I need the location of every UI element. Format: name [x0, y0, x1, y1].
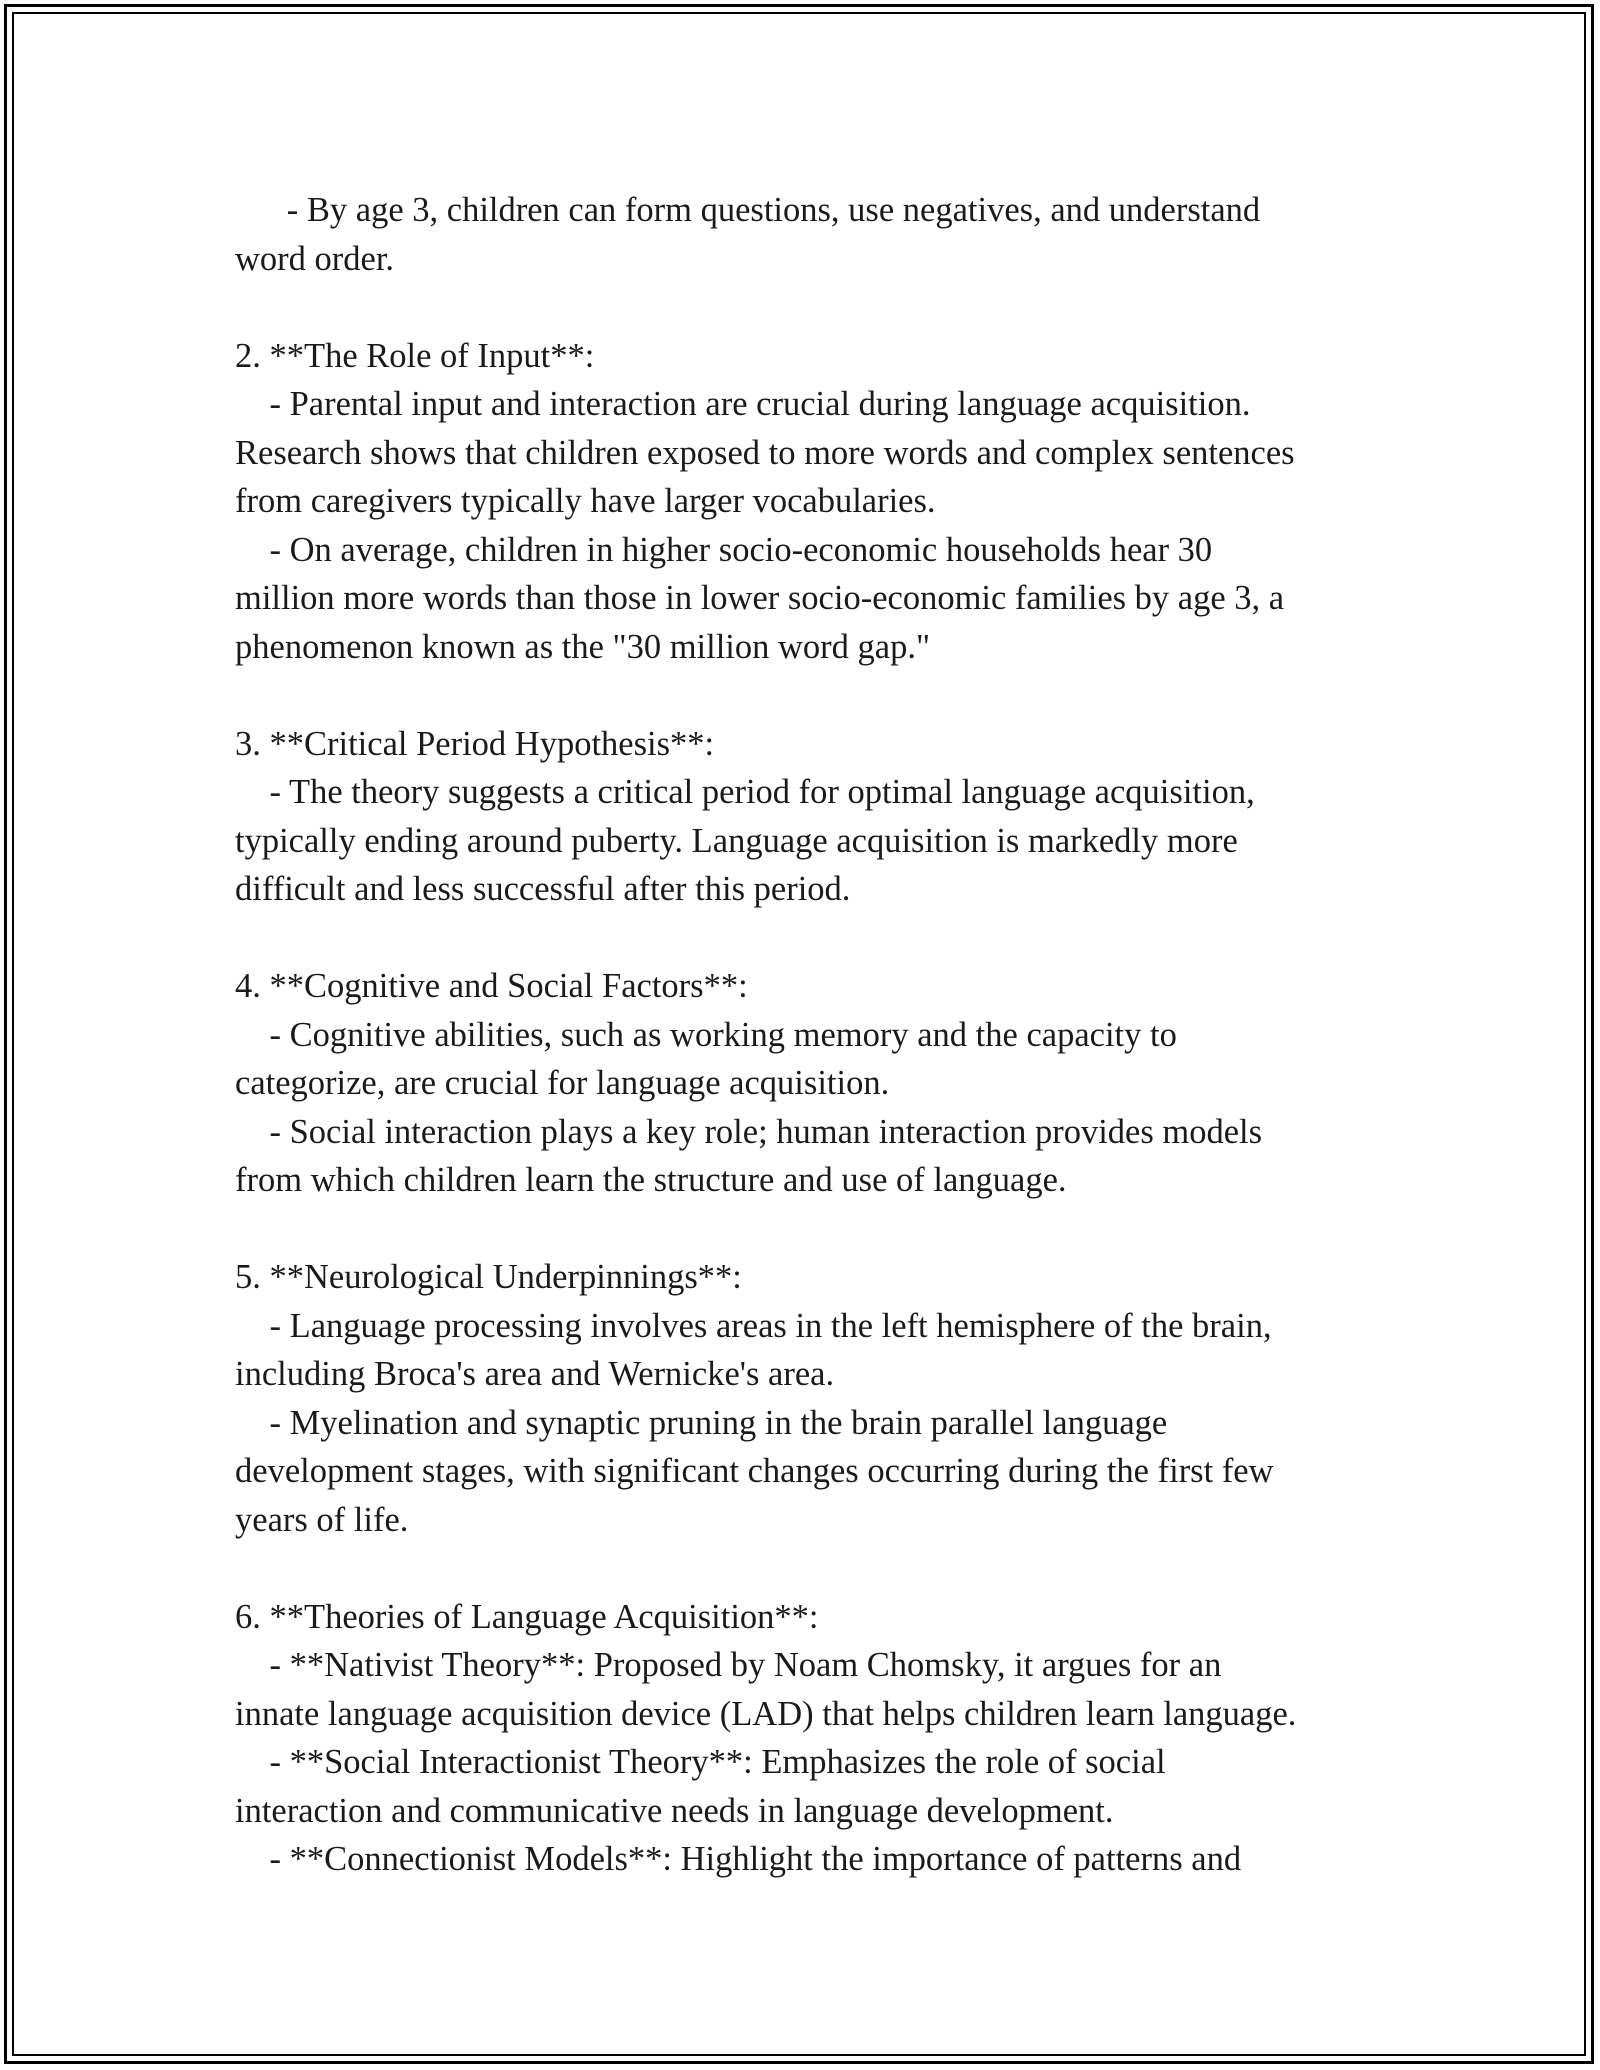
document-body: [235, 186, 1385, 1884]
blank-line: [235, 671, 1385, 720]
text-line: from which children learn the structure and use of language.: [235, 1161, 1067, 1199]
section-heading: 3. **Critical Period Hypothesis**:: [235, 724, 715, 763]
text-line: - **Social Interactionist Theory**: Emphasizes the role of social: [235, 1743, 1166, 1781]
text-line: million more words than those in lower socio-economic families by age 3, a: [235, 579, 1285, 617]
blank-line: [235, 914, 1385, 963]
text-line: - The theory suggests a critical period for optimal language acquisition,: [235, 773, 1255, 811]
text-line: categorize, are crucial for language acquisition.: [235, 1064, 890, 1102]
section-heading: 2. **The Role of Input**:: [235, 336, 595, 375]
blank-line: [235, 283, 1385, 332]
text-line: innate language acquisition device (LAD) that helps children learn language.: [235, 1694, 1297, 1733]
text-line: development stages, with significant changes occurring during the first few: [235, 1452, 1274, 1490]
blank-line: [235, 1205, 1385, 1254]
text-line: - Myelination and synaptic pruning in the brain parallel language: [235, 1403, 1168, 1442]
text-line: - **Connectionist Models**: Highlight the importance of patterns and: [235, 1840, 1242, 1878]
text-line: - Language processing involves areas in the left hemisphere of the brain,: [235, 1306, 1272, 1345]
text-line: - Cognitive abilities, such as working memory and the capacity to: [235, 1015, 1177, 1054]
text-line: - By age 3, children can form questions, use negatives, and understand: [235, 191, 1261, 229]
text-line: including Broca's area and Wernicke's area.: [235, 1355, 835, 1393]
text-line: - Parental input and interaction are crucial during language acquisition.: [235, 385, 1251, 423]
text-line: from caregivers typically have larger vocabularies.: [235, 482, 936, 520]
section-heading: 4. **Cognitive and Social Factors**:: [235, 967, 748, 1005]
text-line: phenomenon known as the "30 million word gap.": [235, 627, 931, 666]
blank-line: [235, 1544, 1385, 1593]
text-line: - On average, children in higher socio-economic households hear 30: [235, 530, 1213, 569]
text-line: - **Nativist Theory**: Proposed by Noam Chomsky, it argues for an: [235, 1646, 1222, 1684]
text-line: difficult and less successful after this period.: [235, 870, 851, 908]
text-line: years of life.: [235, 1500, 409, 1539]
text-line: Research shows that children exposed to more words and complex sentences: [235, 433, 1295, 472]
text-line: interaction and communicative needs in language development.: [235, 1791, 1114, 1830]
section-heading: 6. **Theories of Language Acquisition**:: [235, 1597, 819, 1636]
text-line: typically ending around puberty. Language acquisition is markedly more: [235, 821, 1238, 860]
text-line: word order.: [235, 239, 395, 278]
section-heading: 5. **Neurological Underpinnings**:: [235, 1258, 742, 1296]
text-line: - Social interaction plays a key role; human interaction provides models: [235, 1112, 1263, 1151]
